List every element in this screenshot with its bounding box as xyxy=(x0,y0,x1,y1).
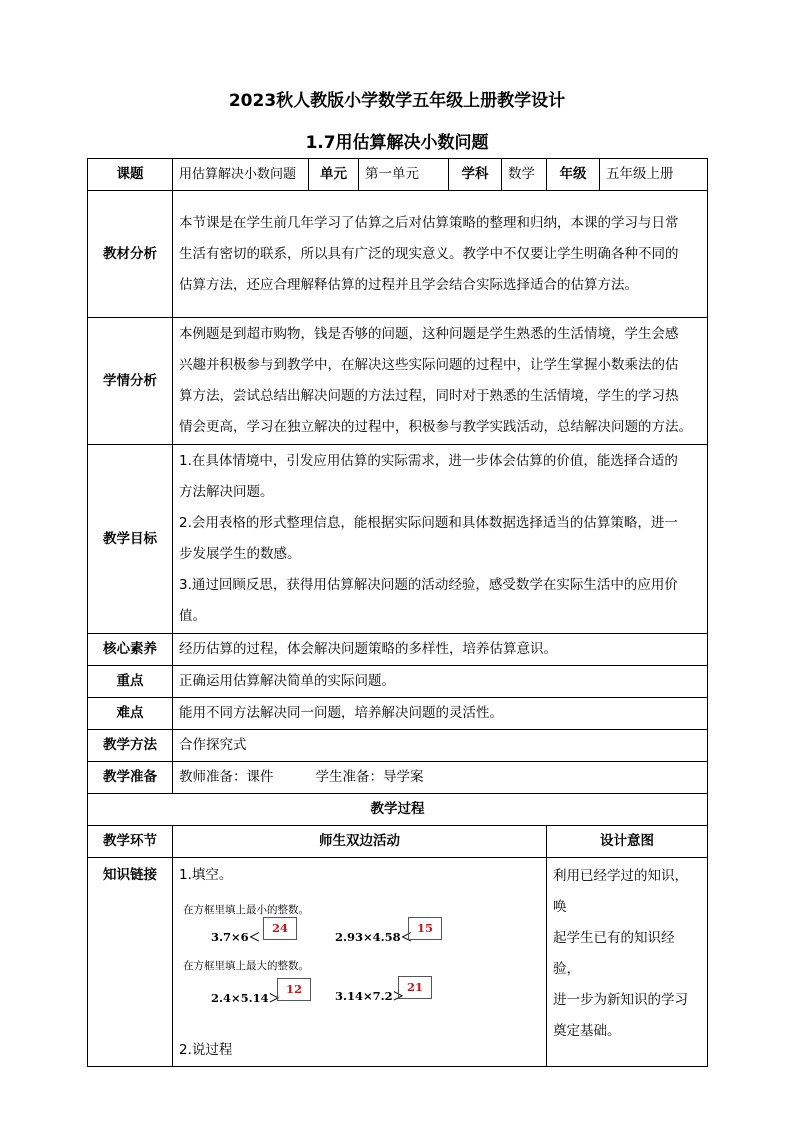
goals-line: 步发展学生的数感。 xyxy=(179,546,301,562)
topic-label: 课题 xyxy=(88,159,173,191)
textbook-row xyxy=(88,191,708,318)
answer-box-2: 15 xyxy=(408,917,442,940)
answer-box-3: 12 xyxy=(277,978,311,1001)
students-text xyxy=(173,318,708,445)
goals-text xyxy=(173,445,708,634)
goals-line: 2.会用表格的形式整理信息，能根据实际问题和具体数据选择适当的估算策略，进一 xyxy=(179,515,678,531)
intent-line: 进一步为新知识的学习 xyxy=(553,992,688,1008)
stage-knowledge-row xyxy=(88,858,708,1067)
expr-4: 3.14×7.2＞ xyxy=(335,989,405,1003)
students-line: 兴趣并积极参与到教学中，在解决这些实际问题的过程中，让学生掌握小数乘法的估 xyxy=(179,357,679,373)
info-row xyxy=(88,159,708,191)
col-activity-header: 师生双边活动 xyxy=(173,826,547,858)
method-value: 合作探究式 xyxy=(173,730,708,762)
goals-label: 教学目标 xyxy=(88,445,173,634)
hard-value: 能用不同方法解决同一问题，培养解决问题的灵活性。 xyxy=(173,698,708,730)
students-label: 学情分析 xyxy=(88,318,173,445)
unit-label: 单元 xyxy=(309,159,359,191)
textbook-line: 估算方法，还应合理解释估算的过程并且学会结合实际选择适合的估算方法。 xyxy=(179,276,638,293)
prep-row xyxy=(88,762,708,794)
students-row xyxy=(88,318,708,445)
core-row xyxy=(88,634,708,666)
intent-cell xyxy=(547,858,708,1067)
core-value: 经历估算的过程，体会解决问题策略的多样性，培养估算意识。 xyxy=(173,634,708,666)
goals-line: 方法解决问题。 xyxy=(179,484,274,500)
process-heading-row xyxy=(88,794,708,826)
students-line: 算方法，尝试总结出解决问题的方法过程，同时对于熟悉的生活情境，学生的学习热 xyxy=(179,388,679,404)
subject-value: 数学 xyxy=(502,159,547,191)
expr-1: 3.7×6＜ xyxy=(211,930,261,944)
activity-cell xyxy=(173,858,547,1067)
textbook-label: 教材分析 xyxy=(88,191,173,318)
col-stage-header: 教学环节 xyxy=(88,826,173,858)
hard-row xyxy=(88,698,708,730)
expr-3: 2.4×5.14＞ xyxy=(211,991,281,1005)
goals-line: 值。 xyxy=(179,608,206,624)
exercise-figure xyxy=(179,893,540,1035)
intent-line: 奠定基础。 xyxy=(553,1023,621,1039)
textbook-line: 生活有密切的联系，所以具有广泛的现实意义。教学中不仅要让学生明确各种不同的 xyxy=(179,245,679,262)
prep-value xyxy=(173,762,708,794)
lesson-plan-table xyxy=(87,158,708,1067)
col-intent-header: 设计意图 xyxy=(547,826,708,858)
grade-label: 年级 xyxy=(547,159,600,191)
expr-2: 2.93×4.58＜ xyxy=(335,930,413,944)
students-line: 本例题是到超市购物，钱是否够的问题，这种问题是学生熟悉的生活情境，学生会感 xyxy=(179,326,679,342)
lesson-title: 1.7用估算解决小数问题 xyxy=(305,133,489,153)
key-value: 正确运用估算解决简单的实际问题。 xyxy=(173,666,708,698)
textbook-text xyxy=(173,191,708,318)
prep-teacher: 教师准备：课件 xyxy=(179,769,274,785)
textbook-line: 本节课是在学生前几年学习了估算之后对估算策略的整理和归纳，本课的学习与日常 xyxy=(179,214,679,231)
answer-box-4: 21 xyxy=(398,976,432,999)
prep-student: 学生准备：导学案 xyxy=(315,769,424,785)
process-header-row xyxy=(88,826,708,858)
caption-max: 在方框里填上最大的整数。 xyxy=(183,960,309,972)
goals-line: 3.通过回顾反思，获得用估算解决问题的活动经验，感受数学在实际生活中的应用价 xyxy=(179,577,678,593)
topic-value: 用估算解决小数问题 xyxy=(173,159,309,191)
key-label: 重点 xyxy=(88,666,173,698)
method-label: 教学方法 xyxy=(88,730,173,762)
activity-item-1: 1.填空。 xyxy=(179,867,233,883)
method-row xyxy=(88,730,708,762)
students-line: 情会更高，学习在独立解决的过程中，积极参与教学实践活动，总结解决问题的方法。 xyxy=(179,419,692,435)
goals-line: 1.在具体情境中，引发应用估算的实际需求，进一步体会估算的价值，能选择合适的 xyxy=(179,453,678,469)
document-title: 2023秋人教版小学数学五年级上册教学设计 xyxy=(228,91,566,111)
caption-min: 在方框里填上最小的整数。 xyxy=(183,904,309,916)
process-heading: 教学过程 xyxy=(88,794,708,826)
prep-label: 教学准备 xyxy=(88,762,173,794)
hard-label: 难点 xyxy=(88,698,173,730)
activity-item-2: 2.说过程 xyxy=(179,1042,233,1058)
answer-box-1: 24 xyxy=(263,917,297,940)
goals-row xyxy=(88,445,708,634)
key-row xyxy=(88,666,708,698)
intent-line: 起学生已有的知识经验， xyxy=(553,930,675,977)
core-label: 核心素养 xyxy=(88,634,173,666)
stage-knowledge-label: 知识链接 xyxy=(88,858,173,1067)
grade-value: 五年级上册 xyxy=(600,159,708,191)
intent-line: 利用已经学过的知识，唤 xyxy=(553,868,688,915)
subject-label: 学科 xyxy=(449,159,502,191)
unit-value: 第一单元 xyxy=(359,159,449,191)
